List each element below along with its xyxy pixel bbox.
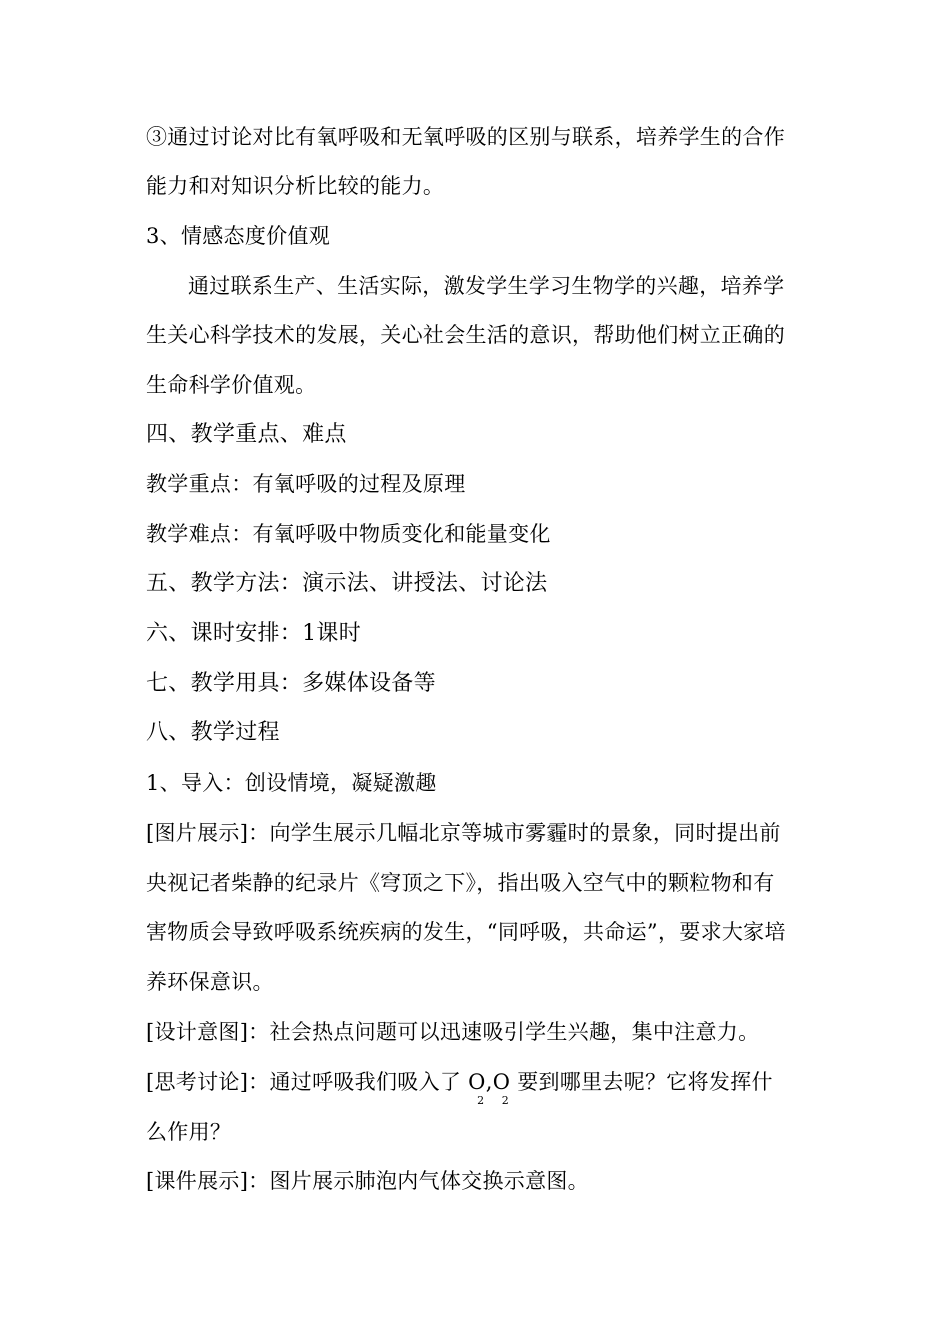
paragraph-line: 么作用？ bbox=[146, 1120, 232, 1144]
oxygen-symbol: O bbox=[492, 1070, 511, 1094]
paragraph-line: 央视记者柴静的纪录片《穹顶之下》，指出吸入空气中的颗粒物和有 bbox=[146, 871, 775, 895]
paragraph-line: ③通过讨论对比有氧呼吸和无氧呼吸的区别与联系，培养学生的合作 bbox=[146, 125, 785, 149]
discussion-suffix: 要到哪里去呢？它将发挥什 bbox=[510, 1070, 773, 1094]
paragraph-line: 教学难点：有氧呼吸中物质变化和能量变化 bbox=[146, 522, 551, 546]
paragraph-line: 教学重点：有氧呼吸的过程及原理 bbox=[146, 472, 466, 496]
section-heading: 七、教学用具：多媒体设备等 bbox=[146, 671, 436, 696]
section-heading: 八、教学过程 bbox=[146, 720, 280, 745]
oxygen-subscript: 2 bbox=[477, 1094, 485, 1107]
paragraph-line: 养环保意识。 bbox=[146, 970, 274, 994]
section-heading: 六、课时安排：1课时 bbox=[146, 621, 361, 646]
formula-comma: , bbox=[485, 1070, 493, 1094]
discussion-prefix: [思考讨论]：通过呼吸我们吸入了 bbox=[146, 1070, 469, 1094]
section-heading: 3、情感态度价值观 bbox=[146, 224, 331, 248]
oxygen-formula bbox=[492, 1067, 511, 1107]
oxygen-formula bbox=[468, 1067, 486, 1107]
discussion-line bbox=[146, 1067, 773, 1107]
paragraph-line: [课件展示]：图片展示肺泡内气体交换示意图。 bbox=[146, 1169, 589, 1193]
oxygen-symbol: O bbox=[468, 1070, 486, 1094]
paragraph-line: 害物质会导致呼吸系统疾病的发生，“同呼吸，共命运”，要求大家培 bbox=[146, 920, 786, 944]
paragraph-line: 通过联系生产、生活实际，激发学生学习生物学的兴趣，培养学 bbox=[188, 274, 785, 298]
section-heading: 1、导入：创设情境，凝疑激趣 bbox=[146, 771, 437, 795]
paragraph-line: 生命科学价值观。 bbox=[146, 373, 317, 397]
section-heading: 四、教学重点、难点 bbox=[146, 422, 347, 447]
oxygen-subscript: 2 bbox=[501, 1094, 509, 1107]
paragraph-line: 能力和对知识分析比较的能力。 bbox=[146, 174, 445, 198]
paragraph-line: 生关心科学技术的发展，关心社会生活的意识，帮助他们树立正确的 bbox=[146, 323, 785, 347]
paragraph-line: [图片展示]：向学生展示几幅北京等城市雾霾时的景象，同时提出前 bbox=[146, 821, 781, 845]
section-heading: 五、教学方法：演示法、讲授法、讨论法 bbox=[146, 571, 548, 596]
paragraph-line: [设计意图]：社会热点问题可以迅速吸引学生兴趣，集中注意力。 bbox=[146, 1020, 760, 1044]
